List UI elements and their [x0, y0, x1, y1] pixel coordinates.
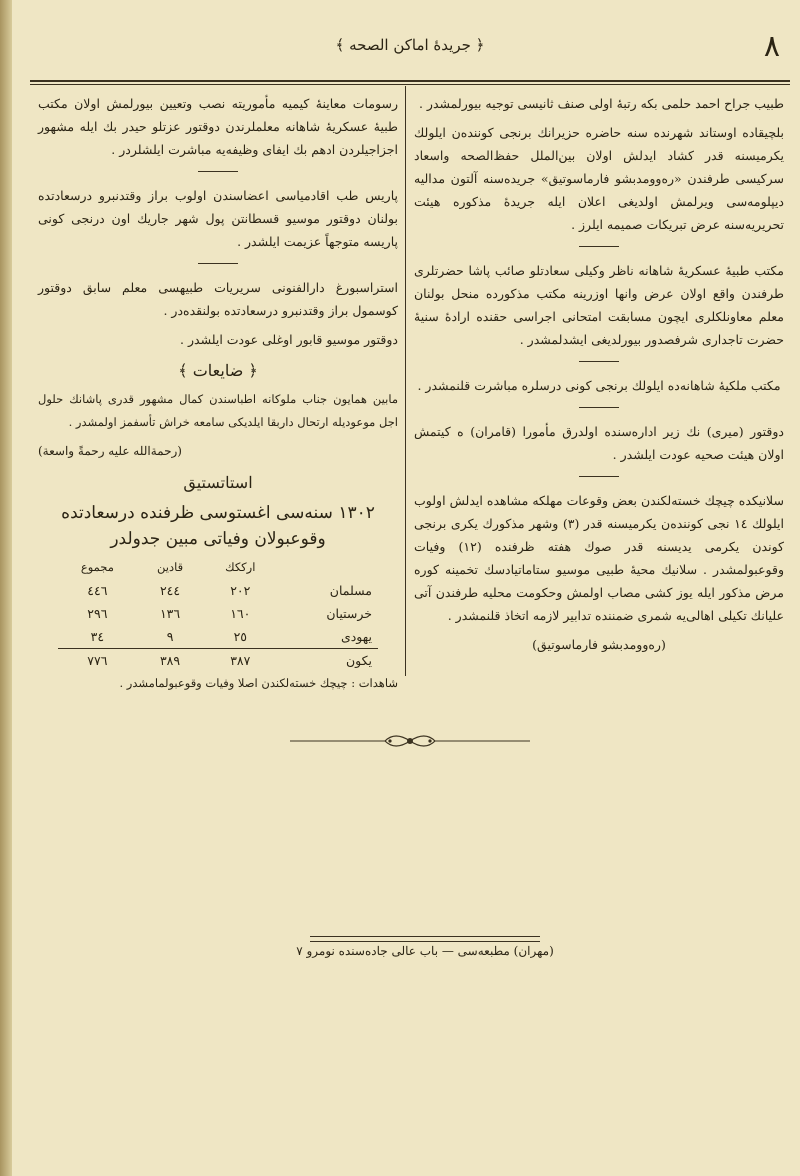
separator	[579, 361, 619, 362]
table-cell: ٢٥	[233, 629, 247, 644]
news-item-strasbourg: استراسبورغ دارالفنونى سريريات طبيهسى معلم سابق دوقتور كوسمول براز وقتدنبرو درسعادتده بولنقده‌در .	[38, 280, 398, 318]
table-cell: ٢٤٤	[159, 583, 181, 598]
table-cell: ٢٠٢	[230, 583, 251, 598]
source-citation: (رەوومدبشو فارماسوتيق)	[532, 637, 666, 652]
column-divider	[405, 86, 406, 676]
journal-page	[20, 20, 790, 1160]
table-row	[58, 602, 378, 625]
row-label: خرستيان	[326, 606, 372, 621]
separator	[198, 171, 238, 172]
separator	[198, 263, 238, 264]
news-item-school: مكتب ملكيهٔ شاهانه‌ده ايلولك برنجى كونى درسلره مباشرت قلنمشدر .	[417, 378, 781, 393]
table-cell: ٣٤	[90, 629, 105, 644]
table-header-row	[58, 556, 378, 579]
table-cell: ٣٨٩	[137, 649, 204, 673]
statistics-note: شاهدات : چيچك خسته‌لكندن اصلا وفيات وقوعبولمامشدر .	[119, 676, 398, 690]
table-cell: ٢٩٦	[87, 606, 108, 621]
news-item-chemistry: رسومات معاينهٔ كيميه مأموريته نصب وتعيين بيورلمش اولان مكتب طبيهٔ عسكريهٔ شاهانه معلملرندن دوقتور عزتلو حيدر بك ايله مشهور اجزاجيلردن ادهم بك ايفاى وظيفه‌يه مباشرت ايلشلردر .	[38, 96, 398, 157]
statistics-heading: استاتستيق	[183, 473, 253, 492]
news-item-appointment: طبيب جراح احمد حلمى بكه رتبهٔ اولى صنف ثانيسى توجيه بيورلمشدر .	[418, 96, 784, 111]
table-cell: ٣٨٧	[203, 649, 277, 673]
table-cell: ٤٤٦	[87, 583, 108, 598]
row-label: يهودى	[340, 629, 372, 644]
left-column	[38, 92, 398, 701]
news-item-medal: بلچيقاده اوستاند شهرنده سنه حاضره حزيرانك برنجى كوننده‌ن ايلولك يكرميسنه قدر كشاد ايدلش اولان بين‌الملل حفظ‌الصحه واسعاد سركيسى طرفندن «رەوومدبشو فارماسوتيق» جريده‌سنه آلتون مداليه ديپلومه‌سى ويرلمش اولديغى اعلان ايله جريدهٔ مذكوره هيئت تحريريه‌سنه عرض تبريكات صميمه ايلرز .	[414, 125, 784, 232]
news-item-exam: مكتب طبيهٔ عسكريهٔ شاهانه ناظر وكيلى سعادتلو صائب پاشا حضرتلرى طرفندن واقع اولان عرض وانها اوزرينه مكتب مذكورده منحل بولنان معلم معاونلكلرى ايچون مسابقت امتحانى اجراسى حقنده ارادهٔ سنيهٔ حضرت تاجدارى شرفصدور بيورلديغى ايشدلمشدر .	[414, 263, 784, 347]
obituary-heading: ﴿ ضايعات ﴾	[178, 361, 258, 380]
page-header	[20, 30, 790, 70]
column-header: قادين	[157, 560, 184, 574]
right-column	[414, 92, 784, 662]
page-number: ۸	[763, 29, 780, 64]
table-cell: ١٣٦	[159, 606, 181, 621]
news-item-return: دوقتور موسيو قابور اوغلى عودت ايلشدر .	[180, 332, 398, 347]
statistics-title: ١٣٠٢ سنه‌سى اغستوسى ظرفنده درسعادتده وقوعبولان وفياتى مبين جدولدر	[61, 503, 375, 549]
table-cell: ١٦٠	[230, 606, 251, 621]
separator	[579, 407, 619, 408]
table-row	[58, 625, 378, 649]
table-row	[58, 579, 378, 602]
obituary-text: مابين همايون جناب ملوكانه اطباسندن كمال مشهور قدرى پاشانك حلول اجل موعوديله ارتحال داربقا ايلديكى سامعه خراش تأسفمز اولمشدر .	[38, 392, 398, 429]
news-item-mission: دوقتور (ميرى) نك زير ادارەسنده اولدرق مأمورا (قامران) ه كيتمش اولان هيئت صحيه عودت ايلشدر .	[414, 424, 784, 462]
row-label: يكون	[277, 649, 378, 673]
ornament-divider	[290, 726, 530, 756]
mortality-table	[58, 556, 378, 672]
news-item-paris: پاريس طب اقادمياسى اعضاسندن اولوب براز وقتدنبرو درسعادتده بولنان دوقتور موسيو قسطانتن پول شهر جاريك اون درنجى كونى پاريسه متوجهاً عزيمت ايلشدر .	[38, 188, 398, 249]
printer-imprint: (مهران) مطبعه‌سى — باب عالى جاده‌سنده نومرو ٧	[296, 944, 554, 958]
row-label: مسلمان	[329, 583, 372, 598]
table-cell: ٩	[166, 629, 174, 644]
footer-rule	[310, 936, 540, 942]
obituary-prayer: (رحمةالله عليه رحمةً واسعة)	[38, 444, 182, 458]
column-header: ارككك	[225, 560, 256, 574]
table-total-row	[58, 649, 378, 673]
journal-title: ﴿ جريدهٔ اماكن الصحه ﴾	[335, 36, 485, 54]
separator	[579, 476, 619, 477]
news-item-smallpox: سلانيكده چيچك خسته‌لكندن بعض وقوعات مهلكه مشاهده ايدلش اولوب ايلولك ١٤ نجى كوننده‌ن يكرميسنه قدر (٣) وشهر مذكورك يكرى برنجى كوندن يكرمى يديسنه قدر صوك هفته ظرفنده (١٢) وفيات وقوعبولمشدر . سلانيك محيهٔ طبيى موسيو ستاماتيادسك تخمينه كوره مرض مذكور ايله يوز كشى مصاب اولمش وحكومت محليه طرفندن آتى عليانك تكيلى اهالى‌يه شمرى ضمننده تدابير لازمه اتخاذ قلنمشدر .	[414, 493, 784, 623]
binding-edge	[0, 0, 12, 1176]
header-rule	[30, 80, 790, 85]
separator	[579, 246, 619, 247]
table-corner	[277, 556, 378, 579]
table-cell: ٧٧٦	[58, 649, 137, 673]
column-header: مجموع	[80, 560, 114, 574]
